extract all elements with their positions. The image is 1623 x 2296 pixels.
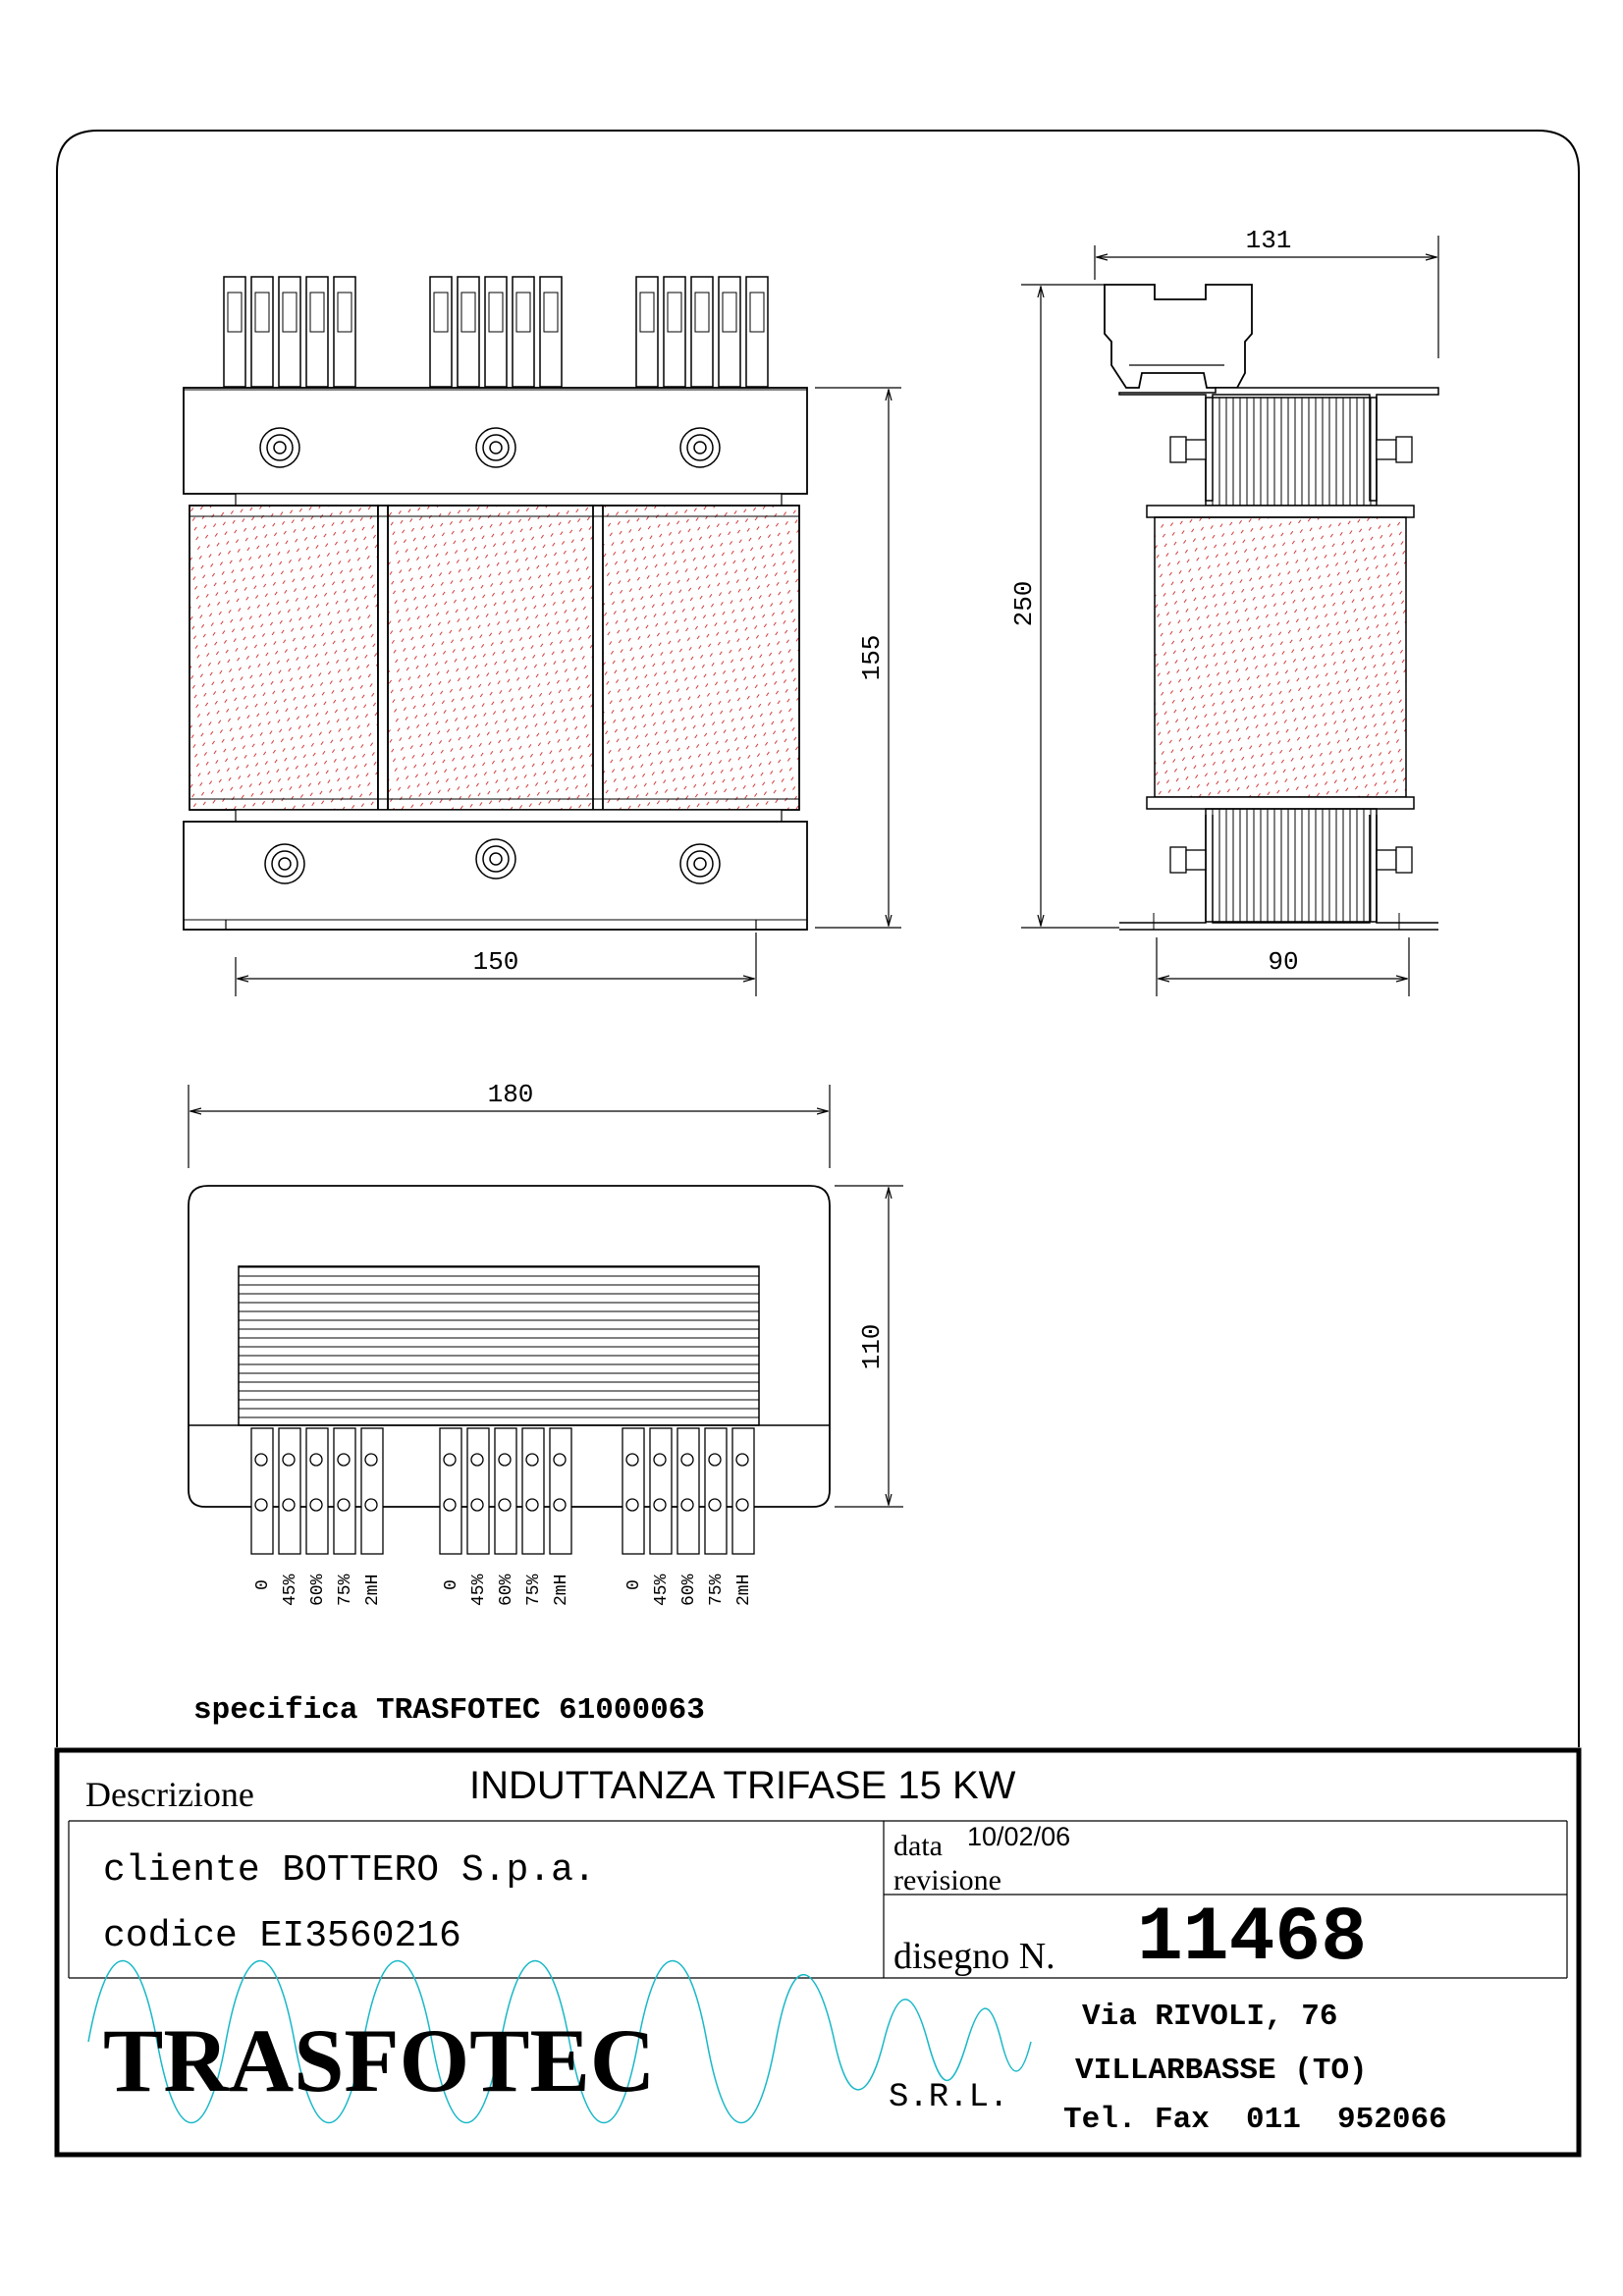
cliente: cliente BOTTERO S.p.a. [103, 1849, 596, 1892]
front-coils [189, 506, 799, 810]
terminal-label: 0 [624, 1579, 644, 1590]
terminal-label: 60% [308, 1574, 328, 1606]
dim-side-base: 90 [1268, 947, 1299, 977]
top-terminals [251, 1428, 754, 1554]
terminal-label: 45% [469, 1574, 489, 1606]
terminal-label: 75% [524, 1574, 544, 1606]
company-name: TRASFOTEC [103, 2010, 656, 2110]
terminal-labels [253, 1574, 754, 1606]
address-phone: Tel. Fax 011 952066 [1063, 2103, 1447, 2137]
dim-side-width: 131 [1245, 226, 1292, 255]
front-view [184, 277, 901, 996]
side-view [1009, 226, 1438, 996]
terminal-label: 2mH [734, 1574, 754, 1606]
disegno-label: disegno N. [893, 1936, 1055, 1977]
dim-top-width: 180 [487, 1080, 534, 1109]
terminal-label: 60% [497, 1574, 516, 1606]
terminal-label: 0 [253, 1579, 273, 1590]
descrizione-label: Descrizione [85, 1775, 254, 1814]
terminal-label: 60% [679, 1574, 699, 1606]
side-coil [1155, 517, 1406, 797]
codice: codice EI3560216 [103, 1915, 461, 1957]
terminal-label: 2mH [552, 1574, 571, 1606]
company-suffix: S.R.L. [889, 2079, 1009, 2116]
disegno-number: 11468 [1137, 1896, 1368, 1982]
dim-side-height: 250 [1009, 580, 1039, 627]
address-city: VILLARBASSE (TO) [1075, 2054, 1368, 2088]
data-value: 10/02/06 [967, 1822, 1071, 1851]
terminal-label: 45% [652, 1574, 672, 1606]
top-view [189, 1080, 903, 1606]
terminal-label: 75% [336, 1574, 355, 1606]
dim-front-height: 155 [857, 634, 887, 681]
data-label: data [893, 1830, 943, 1862]
description: INDUTTANZA TRIFASE 15 KW [469, 1764, 1016, 1807]
revisione-label: revisione [893, 1864, 1001, 1896]
terminal-label: 45% [281, 1574, 300, 1606]
spec-line: specifica TRASFOTEC 61000063 [193, 1693, 705, 1728]
terminal-label: 75% [707, 1574, 727, 1606]
address-street: Via RIVOLI, 76 [1082, 2000, 1338, 2034]
side-terminal [1105, 285, 1252, 388]
front-terminals [224, 277, 768, 387]
terminal-label: 2mH [363, 1574, 383, 1606]
dim-front-width: 150 [472, 947, 519, 977]
dim-top-depth: 110 [857, 1323, 887, 1370]
terminal-label: 0 [442, 1579, 461, 1590]
